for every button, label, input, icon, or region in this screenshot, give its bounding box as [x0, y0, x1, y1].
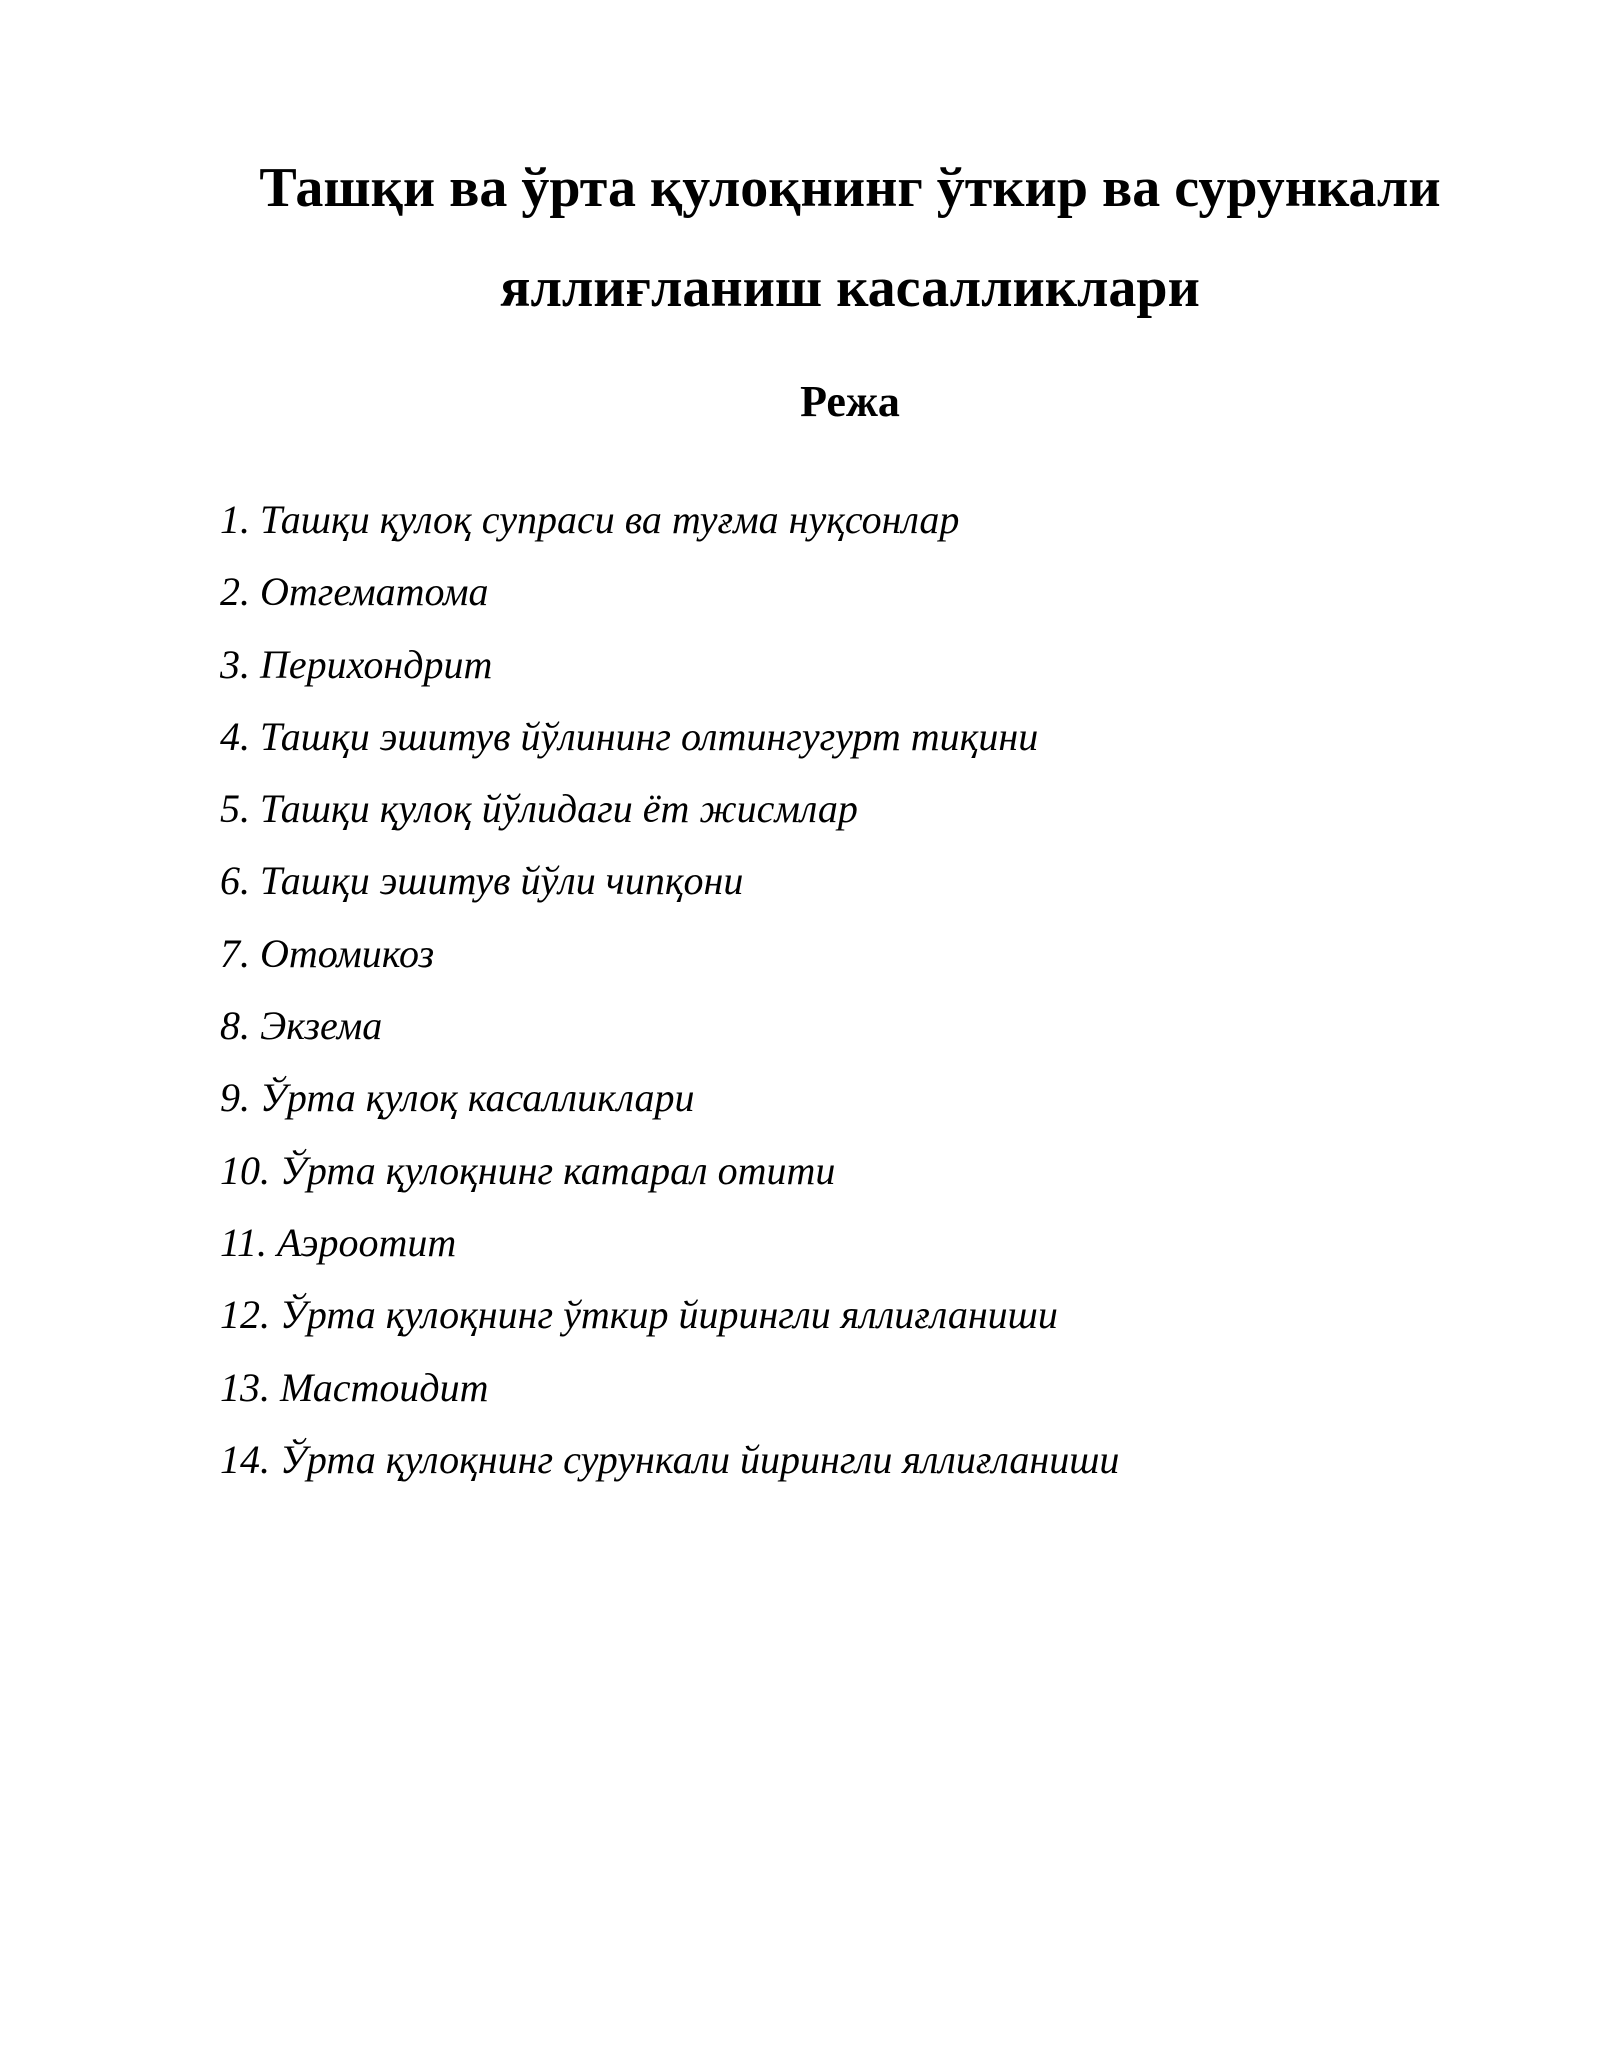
list-item: 2. Отгематома	[220, 569, 489, 615]
list-item: 4. Ташқи эшитув йўлининг олтингугурт тиқини	[220, 713, 1039, 759]
plan-list	[220, 484, 1119, 1496]
list-item: 11. Аэроотит	[220, 1219, 457, 1265]
title-line-2: яллиғланиш касалликлари	[500, 257, 1200, 319]
document-title	[200, 138, 1500, 338]
list-item: 9. Ўрта қулоқ касалликлари	[220, 1075, 695, 1121]
list-item: 12. Ўрта қулоқнинг ўткир йирингли яллиғланиши	[220, 1292, 1058, 1338]
list-item: 7. Отомикоз	[220, 930, 435, 976]
plan-heading: Режа	[800, 377, 900, 426]
list-item: 5. Ташқи қулоқ йўлидаги ёт жисмлар	[220, 786, 858, 832]
list-item: 10. Ўрта қулоқнинг катарал отити	[220, 1147, 836, 1193]
list-item: 3. Перихондрит	[220, 641, 493, 687]
title-line-1: Ташқи ва ўрта қулоқнинг ўткир ва сурункали	[259, 157, 1441, 219]
list-item: 1. Ташқи қулоқ супраси ва туғма нуқсонлар	[220, 497, 960, 542]
list-item: 13. Мастоидит	[220, 1364, 489, 1410]
list-item: 14. Ўрта қулоқнинг сурункали йирингли яллиғланиши	[220, 1436, 1120, 1482]
list-item: 6. Ташқи эшитув йўли чипқони	[220, 858, 744, 904]
list-item: 8. Экзема	[220, 1003, 383, 1049]
